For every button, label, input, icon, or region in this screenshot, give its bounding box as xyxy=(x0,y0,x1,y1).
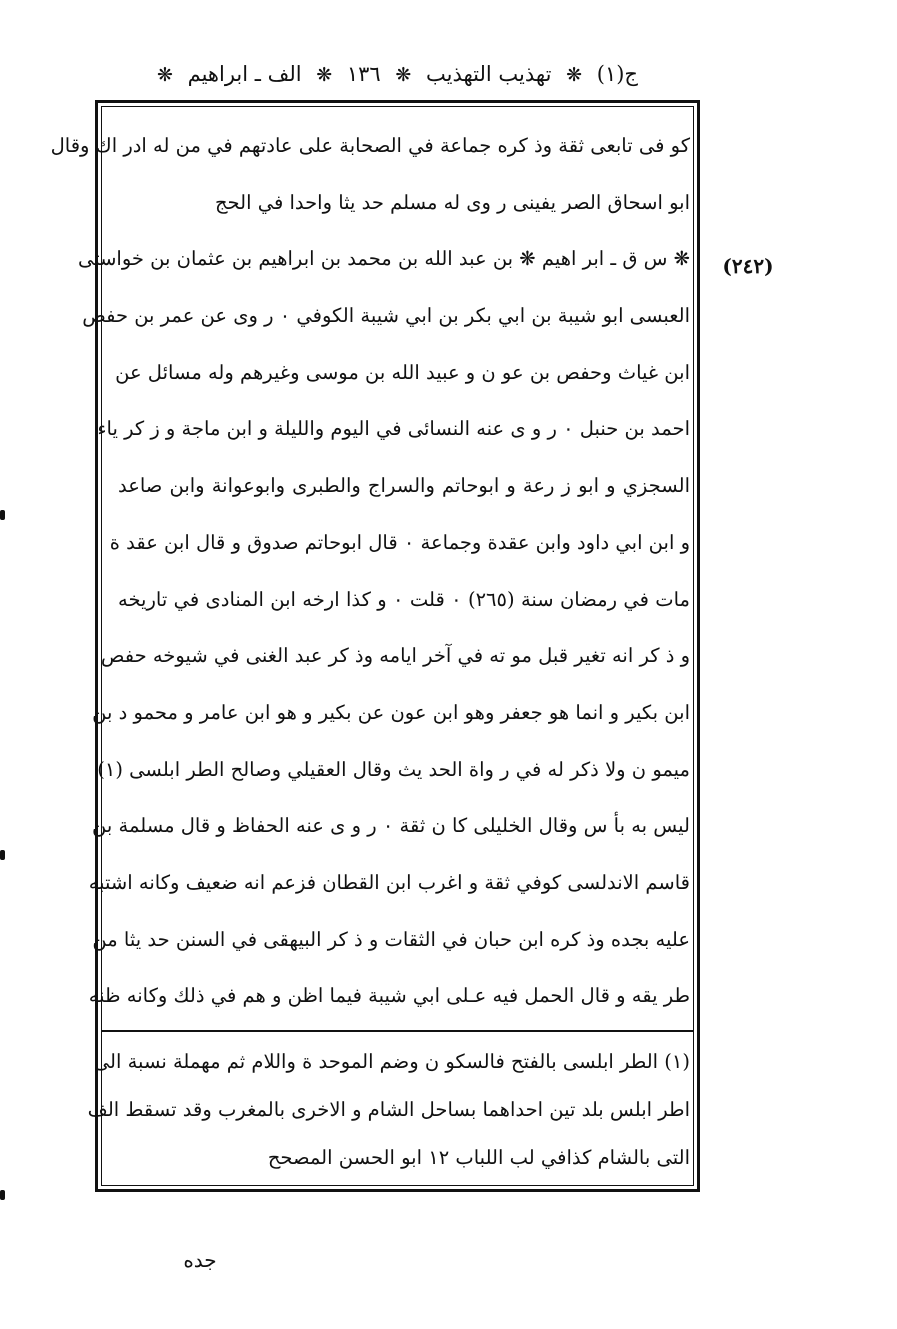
body-text-line: ❋ س ق ـ ابر اهيم ❋ بن عبد الله بن محمد بن ابراهيم بن عثمان بن خواستى xyxy=(77,247,690,271)
body-text-line: ميمو ن ولا ذكر له في ر واة الحد يث وقال العقيلي وصالح الطر ابلسى (١) xyxy=(97,757,690,781)
body-text-line: العبسى ابو شيبة بن ابي بكر بن ابي شيبة الكوفي ٠ ر وى عن عمر بن حفص xyxy=(82,304,690,328)
body-text-line: ليس به بأ س وقال الخليلى كا ن ثقة ٠ ر و ى عنه الحفاظ و قال مسلمة بن xyxy=(92,814,690,838)
catchword: جده xyxy=(183,1248,217,1272)
header-page-number: ١٣٦ xyxy=(346,62,381,86)
margin-mark xyxy=(0,510,5,520)
footnote-line: (١) الطر ابلسى بالفتح فالسكو ن وضم الموحد ة واللام ثم مهملة نسبة الى xyxy=(93,1050,690,1073)
footnote-text xyxy=(87,1038,690,1182)
main-text xyxy=(50,118,691,1025)
header-section: الف ـ ابراهيم xyxy=(187,62,302,86)
margin-mark xyxy=(0,1190,5,1200)
entry-number: (٢٤٢) xyxy=(722,254,774,278)
footnote-line: التى بالشام كذافي لب اللباب ١٢ ابو الحسن المصحح xyxy=(267,1146,690,1169)
body-text-line: السجزي و ابو ز رعة و ابوحاتم والسراج والطبرى وابوعوانة وابن صاعد xyxy=(118,474,690,498)
footnote-divider xyxy=(101,1030,694,1032)
header-volume: ج(١) xyxy=(596,62,638,86)
ornament-icon: ❋ xyxy=(566,64,583,86)
body-text-line: ابن بكير و انما هو جعفر وهو ابن عون عن بكير و هو ابن عامر و محمو د بن xyxy=(92,700,690,724)
body-text-line: كو فى تابعى ثقة وذ كره جماعة في الصحابة على عادتهم في من له ادر اك وقال xyxy=(50,134,690,157)
body-text-line: و ابن ابي داود وابن عقدة وجماعة ٠ قال ابوحاتم صدوق و قال ابن عقد ة xyxy=(109,530,690,554)
ornament-icon: ❋ xyxy=(395,64,412,86)
body-text-line: احمد بن حنبل ٠ ر و ى عنه النسائى في اليوم والليلة و ابن ماجة و ز كر ياء xyxy=(97,417,690,441)
footnote-line: اطر ابلس بلد تين احداهما بساحل الشام و الاخرى بالمغرب وقد تسقط الف xyxy=(87,1098,690,1121)
body-text-line: قاسم الاندلسى كوفي ثقة و اغرب ابن القطان فزعم انه ضعيف وكانه اشتبه xyxy=(88,870,690,894)
running-header xyxy=(95,52,700,96)
body-text-line: ابو اسحاق الصر يفينى ر وى له مسلم حد يثا واحدا في الحج xyxy=(214,190,690,214)
ornament-icon: ❋ xyxy=(316,64,333,86)
body-text-line: عليه بجده وذ كره ابن حبان في الثقات و ذ كر البيهقى في السنن حد يثا من xyxy=(92,927,690,951)
body-text-line: طر يقه و قال الحمل فيه عـلى ابي شيبة فيما اظن و هم في ذلك وكانه ظنه xyxy=(88,984,690,1008)
margin-mark xyxy=(0,850,5,860)
header-book-title: تهذيب التهذيب xyxy=(426,62,552,86)
ornament-icon: ❋ xyxy=(157,64,173,86)
body-text-line: و ذ كر انه تغير قبل مو ته في آخر ايامه وذ كر عبد الغنى في شيوخه حفص xyxy=(100,644,690,668)
body-text-line: ابن غياث وحفص بن عو ن و عبيد الله بن موسى وغيرهم وله مسائل عن xyxy=(115,360,690,384)
body-text-line: مات في رمضان سنة (٢٦٥) ٠ قلت ٠ و كذا ارخه ابن المنادى في تاريخه xyxy=(118,587,691,611)
